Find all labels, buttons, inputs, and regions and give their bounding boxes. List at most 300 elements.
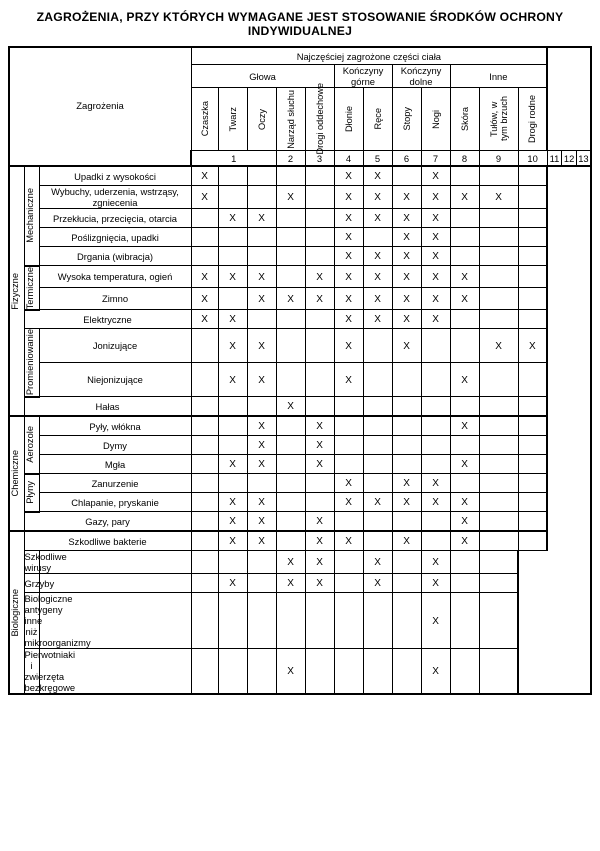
mark-x: X	[258, 536, 265, 548]
hazard-mark-cell	[191, 228, 218, 247]
hazard-mark-cell	[479, 649, 518, 695]
hazard-mark-cell	[450, 512, 479, 532]
hazard-label: Upadki z wysokości	[39, 166, 191, 186]
mark-x: X	[461, 459, 468, 471]
hazard-label: Szkodliwe bakterie	[24, 531, 191, 551]
hazard-mark-cell	[334, 551, 363, 574]
mark-x: X	[374, 213, 381, 224]
hazard-mark-cell	[479, 329, 518, 363]
hazard-mark-cell	[518, 397, 547, 417]
hazard-mark-cell	[363, 363, 392, 397]
hazard-mark-cell	[518, 247, 547, 266]
hazard-mark-cell	[334, 397, 363, 417]
mark-x: X	[432, 666, 439, 678]
hazard-mark-cell	[305, 209, 334, 228]
hazard-mark-cell	[363, 455, 392, 474]
hazard-mark-cell	[363, 310, 392, 329]
table-row	[9, 551, 591, 574]
mark-x: X	[229, 536, 236, 548]
hazard-mark-cell	[334, 329, 363, 363]
hazard-mark-cell	[392, 649, 421, 695]
hazard-mark-cell	[392, 266, 421, 288]
mark-x: X	[287, 557, 294, 569]
mark-x: X	[403, 271, 410, 283]
mark-x: X	[374, 578, 381, 590]
mark-x: X	[229, 459, 236, 471]
mark-x: X	[461, 421, 468, 433]
hazard-mark-cell	[392, 455, 421, 474]
hazard-mark-cell	[334, 186, 363, 209]
mark-x: X	[495, 192, 502, 203]
hazard-mark-cell	[305, 512, 334, 532]
hazard-mark-cell	[363, 531, 392, 551]
mark-x: X	[258, 440, 265, 452]
hazard-mark-cell	[218, 416, 247, 436]
hazard-mark-cell	[421, 436, 450, 455]
mark-x: X	[432, 232, 439, 243]
hazard-mark-cell	[276, 512, 305, 532]
hazard-mark-cell	[518, 209, 547, 228]
hazard-mark-cell	[247, 551, 276, 574]
hazard-mark-cell	[334, 574, 363, 593]
hazard-mark-cell	[450, 551, 479, 574]
mark-x: X	[432, 497, 439, 509]
hazard-mark-cell	[276, 436, 305, 455]
hazard-mark-cell	[518, 329, 547, 363]
hazard-mark-cell	[247, 310, 276, 329]
hazard-mark-cell	[247, 531, 276, 551]
mark-x: X	[316, 536, 323, 548]
hazard-mark-cell	[218, 310, 247, 329]
hazard-mark-cell	[518, 288, 547, 310]
mark-x: X	[432, 271, 439, 283]
hazard-mark-cell	[276, 228, 305, 247]
mark-x: X	[316, 293, 323, 305]
hazard-mark-cell	[518, 266, 547, 288]
hazard-mark-cell	[247, 186, 276, 209]
table-row	[9, 436, 591, 455]
mark-x: X	[229, 497, 236, 509]
hazard-mark-cell	[334, 593, 363, 649]
hazard-mark-cell	[247, 455, 276, 474]
category-label: Fizyczne	[9, 166, 24, 416]
mark-x: X	[345, 171, 352, 182]
hazard-mark-cell	[421, 531, 450, 551]
mark-x: X	[258, 271, 265, 283]
column-number: 12	[562, 151, 577, 167]
column-number: 9	[479, 151, 518, 167]
hazard-mark-cell	[305, 436, 334, 455]
mark-x: X	[258, 497, 265, 509]
hazard-mark-cell	[363, 166, 392, 186]
hazard-label: Elektryczne	[24, 310, 191, 329]
mark-x: X	[201, 314, 208, 326]
hazard-mark-cell	[450, 329, 479, 363]
hazard-mark-cell	[479, 209, 518, 228]
hazard-label: Grzyby	[24, 574, 39, 593]
hazard-mark-cell	[518, 474, 547, 493]
mark-x: X	[432, 171, 439, 182]
mark-x: X	[345, 293, 352, 305]
hazard-mark-cell	[247, 474, 276, 493]
hazard-mark-cell	[392, 363, 421, 397]
hazard-mark-cell	[334, 228, 363, 247]
mark-x: X	[432, 478, 439, 490]
mark-x: X	[229, 271, 236, 283]
hazard-mark-cell	[39, 574, 191, 593]
hazard-mark-cell	[518, 228, 547, 247]
hazard-mark-cell	[191, 436, 218, 455]
hazard-mark-cell	[305, 493, 334, 512]
column-header: Drogi oddechowe	[305, 88, 334, 151]
hazard-mark-cell	[479, 228, 518, 247]
mark-x: X	[287, 666, 294, 678]
page-title: ZAGROŻENIA, PRZY KTÓRYCH WYMAGANE JEST STOSOWANIE ŚRODKÓW OCHRONY INDYWIDUALNEJ	[36, 10, 564, 38]
hazard-mark-cell	[518, 166, 547, 186]
hazard-mark-cell	[247, 228, 276, 247]
mark-x: X	[201, 271, 208, 283]
mark-x: X	[529, 340, 536, 352]
corner-header-label: Zagrożenia	[76, 101, 124, 112]
category-label: Chemiczne	[9, 416, 24, 531]
hazard-mark-cell	[479, 551, 518, 574]
hazard-mark-cell	[363, 416, 392, 436]
hazard-mark-cell	[392, 436, 421, 455]
hazard-mark-cell	[450, 266, 479, 288]
hazard-mark-cell	[305, 397, 334, 417]
mark-x: X	[345, 497, 352, 509]
hazard-mark-cell	[276, 551, 305, 574]
hazard-mark-cell	[421, 512, 450, 532]
subgroup-label: Mechaniczne	[24, 166, 39, 266]
hazard-mark-cell	[363, 329, 392, 363]
hazard-mark-cell	[191, 455, 218, 474]
mark-x: X	[345, 340, 352, 352]
mark-x: X	[374, 171, 381, 182]
hazard-mark-cell	[518, 455, 547, 474]
hazard-mark-cell	[305, 186, 334, 209]
hazard-mark-cell	[479, 247, 518, 266]
hazard-mark-cell	[421, 166, 450, 186]
hazard-mark-cell	[392, 228, 421, 247]
table-row	[9, 493, 591, 512]
hazard-mark-cell	[276, 209, 305, 228]
hazard-mark-cell	[247, 397, 276, 417]
column-number: 4	[334, 151, 363, 167]
hazard-mark-cell	[276, 574, 305, 593]
hazard-mark-cell	[334, 363, 363, 397]
mark-x: X	[432, 192, 439, 203]
hazard-mark-cell	[247, 649, 276, 695]
hazard-mark-cell	[334, 512, 363, 532]
hazard-mark-cell	[450, 166, 479, 186]
hazard-mark-cell	[247, 512, 276, 532]
hazard-mark-cell	[479, 397, 518, 417]
mark-x: X	[432, 615, 439, 627]
hazard-mark-cell	[276, 166, 305, 186]
hazard-mark-cell	[191, 512, 218, 532]
mark-x: X	[229, 578, 236, 590]
hazard-mark-cell	[392, 531, 421, 551]
hazard-label: Gazy, pary	[24, 512, 191, 532]
column-number: 13	[576, 151, 591, 167]
hazard-label: Wysoka temperatura, ogień	[39, 266, 191, 288]
hazard-mark-cell	[450, 247, 479, 266]
column-header: Ręce	[363, 88, 392, 151]
hazard-mark-cell	[450, 649, 479, 695]
mark-x: X	[345, 232, 352, 243]
mark-x: X	[403, 497, 410, 509]
mark-x: X	[345, 374, 352, 386]
hazard-mark-cell	[479, 474, 518, 493]
column-header: Drogi rodne	[518, 88, 547, 151]
hazard-mark-cell	[421, 551, 450, 574]
table-row	[9, 416, 591, 436]
hazard-mark-cell	[450, 531, 479, 551]
table-row	[9, 512, 591, 532]
hazard-mark-cell	[191, 551, 218, 574]
hazard-mark-cell	[247, 493, 276, 512]
top-group-header: Najczęściej zagrożone części ciała	[191, 47, 547, 65]
hazard-mark-cell	[218, 531, 247, 551]
hazard-mark-cell	[334, 649, 363, 695]
column-header: Tułów, w tym brzuch	[479, 88, 518, 151]
hazard-mark-cell	[450, 593, 479, 649]
hazard-mark-cell	[450, 493, 479, 512]
hazard-mark-cell	[518, 436, 547, 455]
hazard-mark-cell	[334, 455, 363, 474]
mark-x: X	[432, 557, 439, 569]
mark-x: X	[229, 314, 236, 326]
hazard-mark-cell	[191, 574, 218, 593]
hazard-mark-cell	[363, 649, 392, 695]
hazard-mark-cell	[421, 266, 450, 288]
mark-x: X	[258, 374, 265, 386]
hazard-mark-cell	[334, 288, 363, 310]
hazard-mark-cell	[334, 310, 363, 329]
column-number: 6	[392, 151, 421, 167]
hazard-mark-cell	[334, 247, 363, 266]
hazard-mark-cell	[191, 649, 218, 695]
group-header: Inne	[450, 65, 547, 88]
hazard-label: Mgła	[39, 455, 191, 474]
hazard-mark-cell	[191, 288, 218, 310]
hazard-mark-cell	[218, 551, 247, 574]
hazard-mark-cell	[191, 593, 218, 649]
hazard-mark-cell	[334, 209, 363, 228]
hazard-mark-cell	[305, 551, 334, 574]
hazard-mark-cell	[518, 363, 547, 397]
mark-x: X	[432, 293, 439, 305]
hazard-label: Dymy	[39, 436, 191, 455]
subgroup-label: Aerozole	[24, 416, 39, 474]
hazard-mark-cell	[363, 209, 392, 228]
hazard-mark-cell	[247, 416, 276, 436]
mark-x: X	[345, 478, 352, 490]
table-row	[9, 455, 591, 474]
table-row	[9, 329, 591, 363]
mark-x: X	[345, 314, 352, 326]
hazard-mark-cell	[392, 574, 421, 593]
hazard-mark-cell	[276, 363, 305, 397]
header-row-top	[9, 47, 591, 65]
hazard-mark-cell	[518, 531, 547, 551]
hazard-mark-cell	[276, 397, 305, 417]
hazard-mark-cell	[450, 288, 479, 310]
group-header: Kończyny górne	[334, 65, 392, 88]
hazard-mark-cell	[191, 247, 218, 266]
hazard-mark-cell	[421, 455, 450, 474]
mark-x: X	[229, 340, 236, 352]
hazard-mark-cell	[421, 209, 450, 228]
hazard-mark-cell	[450, 436, 479, 455]
column-number: 10	[518, 151, 547, 167]
hazard-mark-cell	[450, 186, 479, 209]
hazard-mark-cell	[518, 310, 547, 329]
mark-x: X	[201, 192, 208, 203]
hazard-mark-cell	[421, 574, 450, 593]
mark-x: X	[374, 271, 381, 283]
hazard-mark-cell	[305, 310, 334, 329]
corner-header	[9, 47, 191, 166]
mark-x: X	[316, 557, 323, 569]
mark-x: X	[461, 497, 468, 509]
hazard-mark-cell	[276, 493, 305, 512]
hazard-mark-cell	[479, 436, 518, 455]
mark-x: X	[345, 251, 352, 262]
hazard-mark-cell	[247, 166, 276, 186]
hazard-mark-cell	[276, 474, 305, 493]
subgroup-label: Termiczne	[24, 266, 39, 310]
hazard-mark-cell	[450, 363, 479, 397]
mark-x: X	[461, 293, 468, 305]
hazard-mark-cell	[479, 531, 518, 551]
hazard-mark-cell	[450, 416, 479, 436]
hazard-mark-cell	[276, 455, 305, 474]
hazard-mark-cell	[450, 228, 479, 247]
hazard-mark-cell	[392, 209, 421, 228]
subgroup-label: Płyny	[24, 474, 39, 512]
hazard-mark-cell	[218, 455, 247, 474]
hazard-mark-cell	[392, 593, 421, 649]
hazard-mark-cell	[450, 397, 479, 417]
hazard-mark-cell	[191, 474, 218, 493]
mark-x: X	[316, 271, 323, 283]
hazard-mark-cell	[363, 512, 392, 532]
hazard-mark-cell	[191, 397, 218, 417]
hazard-mark-cell	[421, 288, 450, 310]
hazard-mark-cell	[305, 228, 334, 247]
hazard-mark-cell	[191, 266, 218, 288]
mark-x: X	[432, 213, 439, 224]
hazard-mark-cell	[247, 209, 276, 228]
group-header: Głowa	[191, 65, 334, 88]
mark-x: X	[229, 213, 236, 224]
hazard-mark-cell	[518, 493, 547, 512]
hazard-mark-cell	[305, 455, 334, 474]
hazard-mark-cell	[218, 436, 247, 455]
hazard-mark-cell	[479, 512, 518, 532]
hazard-mark-cell	[247, 436, 276, 455]
hazard-mark-cell	[363, 493, 392, 512]
column-header: Nogi	[421, 88, 450, 151]
mark-x: X	[403, 232, 410, 243]
hazard-mark-cell	[191, 329, 218, 363]
hazard-mark-cell	[392, 416, 421, 436]
mark-x: X	[374, 557, 381, 569]
hazard-mark-cell	[363, 593, 392, 649]
table-row	[9, 574, 591, 593]
hazard-mark-cell	[276, 416, 305, 436]
hazard-mark-cell	[363, 397, 392, 417]
hazard-mark-cell	[305, 649, 334, 695]
hazard-mark-cell	[305, 363, 334, 397]
hazard-mark-cell	[421, 493, 450, 512]
hazard-mark-cell	[392, 186, 421, 209]
hazard-mark-cell	[305, 266, 334, 288]
hazard-mark-cell	[305, 574, 334, 593]
hazard-mark-cell	[421, 228, 450, 247]
hazard-label: Przekłucia, przecięcia, otarcia	[39, 209, 191, 228]
hazard-mark-cell	[421, 186, 450, 209]
hazard-mark-cell	[421, 397, 450, 417]
hazard-mark-cell	[421, 474, 450, 493]
hazard-label: Szkodliwe wirusy	[24, 551, 67, 574]
table-row	[9, 228, 591, 247]
hazard-label: Poślizgnięcia, upadki	[39, 228, 191, 247]
hazard-mark-cell	[247, 247, 276, 266]
hazard-label: Chlapanie, pryskanie	[39, 493, 191, 512]
category-label: Biologiczne	[9, 531, 24, 694]
table-row	[9, 363, 591, 397]
hazard-mark-cell	[305, 166, 334, 186]
hazard-mark-cell	[450, 455, 479, 474]
hazard-mark-cell	[334, 166, 363, 186]
hazard-mark-cell	[276, 649, 305, 695]
column-number: 7	[421, 151, 450, 167]
table-row	[9, 474, 591, 493]
hazard-mark-cell	[479, 310, 518, 329]
hazard-mark-cell	[191, 493, 218, 512]
mark-x: X	[461, 516, 468, 528]
mark-x: X	[461, 271, 468, 283]
mark-x: X	[258, 340, 265, 352]
hazard-mark-cell	[247, 329, 276, 363]
table-row	[9, 247, 591, 266]
mark-x: X	[201, 171, 208, 182]
hazard-mark-cell	[479, 455, 518, 474]
hazard-mark-cell	[363, 186, 392, 209]
column-number: 1	[191, 151, 276, 167]
hazard-mark-cell	[218, 397, 247, 417]
column-header: Czaszka	[191, 88, 218, 151]
table-row	[9, 209, 591, 228]
hazard-mark-cell	[218, 593, 247, 649]
hazard-mark-cell	[392, 310, 421, 329]
hazard-mark-cell	[247, 288, 276, 310]
mark-x: X	[229, 374, 236, 386]
hazard-mark-cell	[247, 266, 276, 288]
mark-x: X	[287, 401, 294, 413]
hazard-mark-cell	[479, 363, 518, 397]
hazard-mark-cell	[421, 310, 450, 329]
hazard-mark-cell	[518, 512, 547, 532]
column-number: 3	[305, 151, 334, 167]
mark-x: X	[403, 293, 410, 305]
mark-x: X	[258, 459, 265, 471]
table-row	[9, 186, 591, 209]
hazard-mark-cell	[363, 474, 392, 493]
